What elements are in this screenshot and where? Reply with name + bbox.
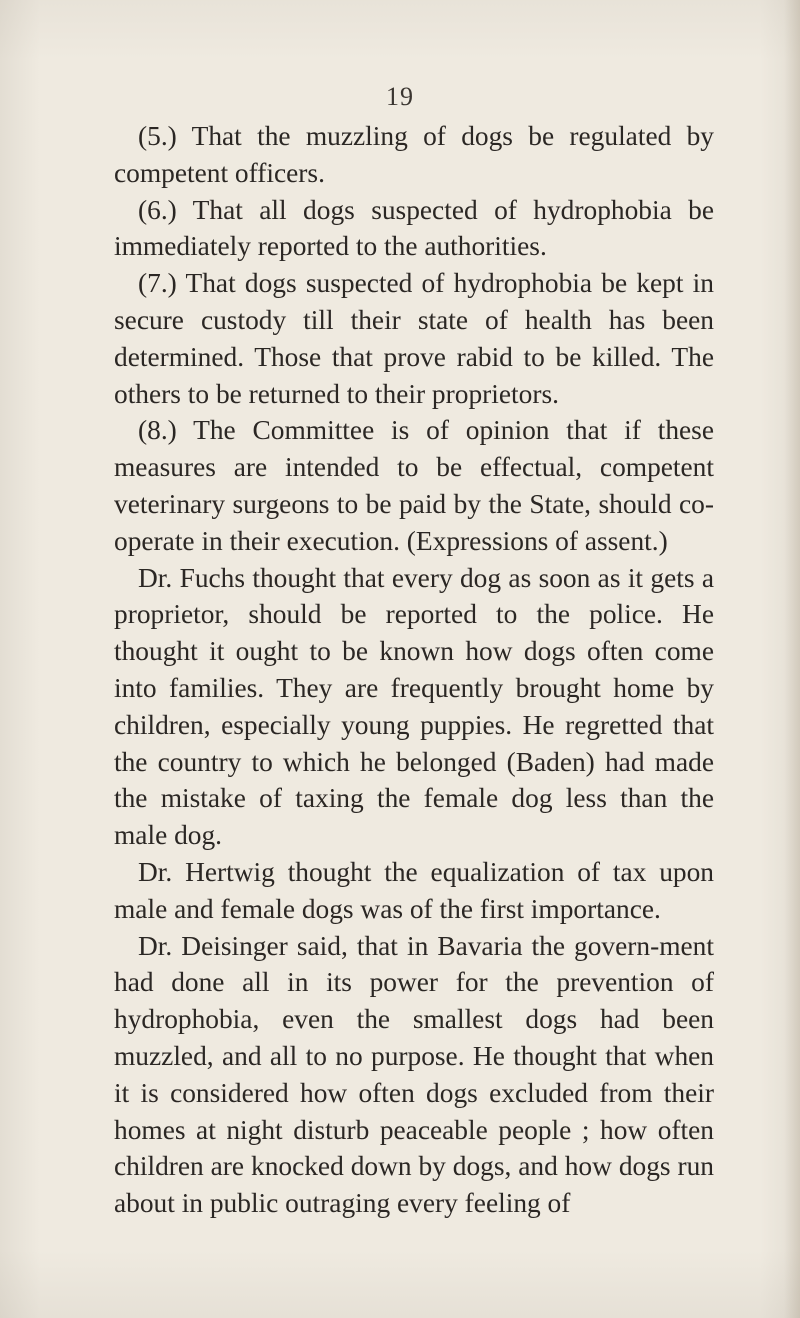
page-number: 19 [386,82,414,111]
paragraph-resolution-8: (8.) The Committee is of opinion that if these measures are intended to be effectual, competent veterinary surgeons to be paid by the State, should co-operate in their execution. (Expressions of assent.) [114,415,714,556]
paragraph-resolution-6: (6.) That all dogs suspected of hydrophobia be immediately reported to the authorities. [114,194,714,262]
paragraph-dr-hertwig: Dr. Hertwig thought the equalization of tax upon male and female dogs was of the first importance. [114,856,714,924]
page-edge-shadow [784,0,800,1318]
paragraph-resolution-7: (7.) That dogs suspected of hydrophobia be kept in secure custody till their state of health has been determined. Those that prove rabid to be killed. The others to be returned to their proprietors. [114,268,714,409]
paragraph-dr-fuchs: Dr. Fuchs thought that every dog as soon as it gets a proprietor, should be reported to the police. He thought it ought to be known how dogs often come into families. They are frequently brought home by children, especially young puppies. He regretted that the country to which he belonged (Baden) had made the mistake of taxing the female dog less than the male dog. [114,562,714,851]
paragraph-dr-deisinger: Dr. Deisinger said, that in Bavaria the govern-ment had done all in its power for the prevention of hydrophobia, even the smallest dogs had been muzzled, and all to no purpose. He thought that when it is considered how often dogs excluded from their homes at night disturb peaceable people ; how often children are knocked down by dogs, and how dogs run about in public outraging every feeling of [114,930,714,1219]
paragraph-resolution-5: (5.) That the muzzling of dogs be regulated by competent officers. [114,121,714,188]
body-text [114,118,714,1222]
